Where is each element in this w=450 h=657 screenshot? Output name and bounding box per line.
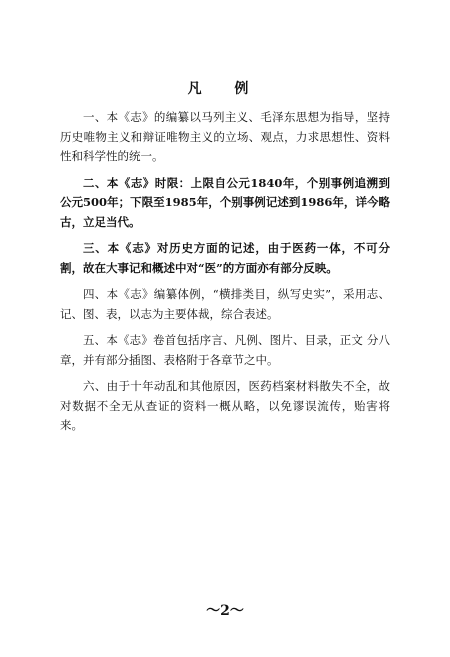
paragraph-5: 五、本《志》卷首包括序言、凡例、图片、目录，正文 分八章，并有部分插图、表格附于各章节之中。 — [60, 333, 390, 367]
paragraph-4: 四、本《志》编纂体例，“横排类目，纵写史实”，采用志、记、图、表，以志为主要体裁，综合表述。 — [60, 287, 390, 321]
paragraph-1: 一、本《志》的编纂以马列主义、毛泽东思想为指导，坚持历史唯物主义和辩证唯物主义的立场、观点，力求思想性、资料性和科学性的统一。 — [60, 110, 390, 163]
body-text — [60, 108, 390, 443]
paragraph-2: 二、本《志》时限：上限自公元1840年，个别事例追溯到公元500年；下限至1985年，个别事例记述到1986年，详今略古，立足当代。 — [60, 175, 390, 229]
paragraph-6: 六、由于十年动乱和其他原因，医药档案材料散失不全，故对数据不全无从查证的资料一概从略，以免谬误流传，贻害将来。 — [60, 379, 390, 432]
paragraph-3: 三、本《志》对历史方面的记述，由于医药一体，不可分割，故在大事记和概述中对“医”的方面亦有部分反映。 — [60, 241, 390, 275]
page-title: 凡 例 — [187, 81, 263, 97]
page-number: ～2～ — [206, 603, 244, 619]
